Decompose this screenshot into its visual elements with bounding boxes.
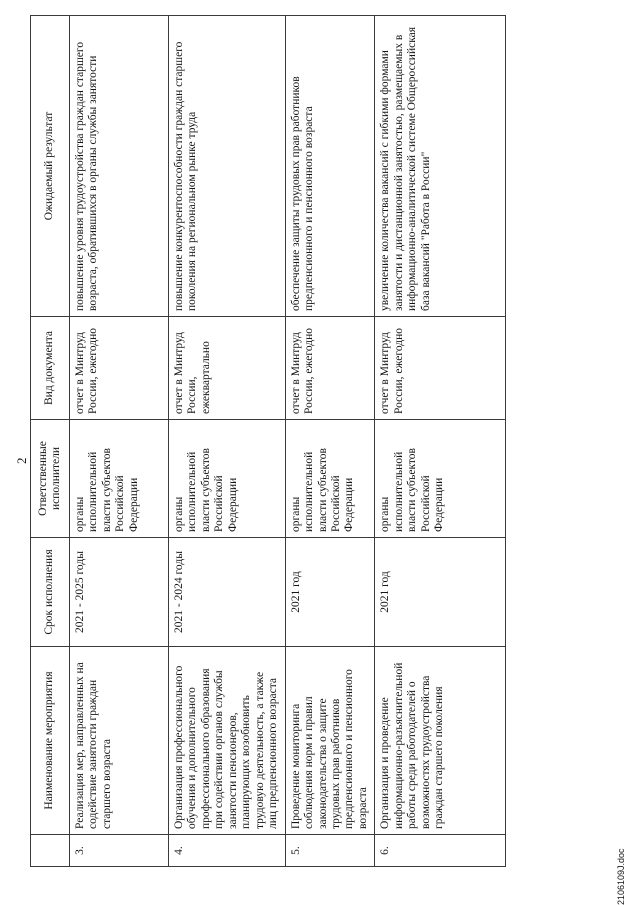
document-type: отчет в Минтруд России, ежегодно xyxy=(375,317,506,420)
deadline: 2021 - 2025 годы xyxy=(70,538,169,647)
expected-result: обеспечение защиты трудовых прав работников предпенсионного и пенсионного возраста xyxy=(285,16,375,317)
table-header-row xyxy=(31,16,70,867)
expected-result: увеличение количества вакансий с гибкими формами занятости и дистанционной занятостью, размещаемых в информационно-аналитической системе Общероссийская база вакансий "Работа в России" xyxy=(375,16,506,317)
executors: органы исполнительной власти субъектов Российской Федерации xyxy=(285,420,375,538)
measures-table xyxy=(30,15,506,867)
deadline: 2021 год xyxy=(285,538,375,647)
row-number: 5. xyxy=(285,835,375,867)
file-name: 2106109J.doc xyxy=(616,848,626,905)
deadline: 2021 - 2024 годы xyxy=(169,538,286,647)
executors: органы исполнительной власти субъектов Российской Федерации xyxy=(70,420,169,538)
header-name: Наименование мероприятия xyxy=(31,647,70,835)
measure-name: Реализация мер, направленных на содействие занятости граждан старшего возраста xyxy=(70,647,169,835)
document-type: отчет в Минтруд России, ежегодно xyxy=(285,317,375,420)
header-executors: Ответственные исполнители xyxy=(31,420,70,538)
expected-result: повышение конкурентоспособности граждан старшего поколения на региональном рынке труда xyxy=(169,16,286,317)
row-number: 4. xyxy=(169,835,286,867)
table-row xyxy=(285,16,375,867)
executors: органы исполнительной власти субъектов Российской Федерации xyxy=(375,420,506,538)
measure-name: Организация профессионального обучения и дополнительного профессионального образования при содействии органов службы занятости пенсионеров, планирующих возобновить трудовую деятельность, а также лиц предпенсионного возраста xyxy=(169,647,286,835)
header-deadline: Срок исполнения xyxy=(31,538,70,647)
header-num xyxy=(31,835,70,867)
page-number: 2 xyxy=(14,457,29,464)
row-number: 3. xyxy=(70,835,169,867)
deadline: 2021 год xyxy=(375,538,506,647)
table-row xyxy=(375,16,506,867)
measure-name: Проведение мониторинга соблюдения норм и правил законодательства о защите трудовых прав работников предпенсионного и пенсионного возраста xyxy=(285,647,375,835)
document-type: отчет в Минтруд России, ежегодно xyxy=(70,317,169,420)
row-number: 6. xyxy=(375,835,506,867)
measure-name: Организация и проведение информационно-разъяснительной работы среди работодателей о возможностях трудоустройства граждан старшего поколения xyxy=(375,647,506,835)
header-doc-type: Вид документа xyxy=(31,317,70,420)
expected-result: повышение уровня трудоустройства граждан старшего возраста, обратившихся в органы службы занятости xyxy=(70,16,169,317)
table-row xyxy=(169,16,286,867)
table-row xyxy=(70,16,169,867)
header-result: Ожидаемый результат xyxy=(31,16,70,317)
document-type: отчет в Минтруд России, ежеквартально xyxy=(169,317,286,420)
executors: органы исполнительной власти субъектов Российской Федерации xyxy=(169,420,286,538)
